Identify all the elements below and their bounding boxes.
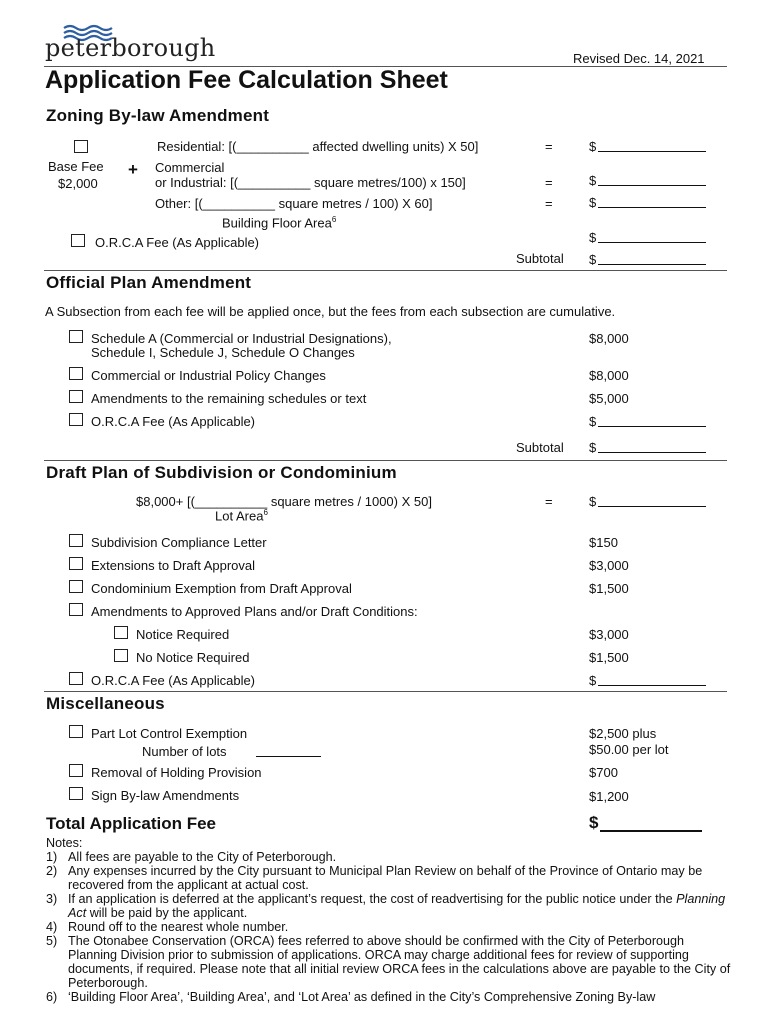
equals-sign: = bbox=[545, 175, 553, 190]
subdivision-item-fee: $150 bbox=[589, 535, 618, 550]
misc-heading: Miscellaneous bbox=[46, 694, 165, 713]
planning-act-title: Planning Act bbox=[68, 892, 726, 920]
opa-checkbox[interactable] bbox=[69, 367, 83, 380]
commercial-formula: or Industrial: [(__________ square metres/100) x 150] bbox=[155, 175, 466, 190]
section-divider bbox=[44, 460, 727, 461]
residential-formula: Residential: [(__________ affected dwelling units) X 50] bbox=[157, 139, 479, 154]
base-fee-label: Base Fee bbox=[48, 159, 104, 174]
total-label: Total Application Fee bbox=[46, 814, 217, 833]
building-floor-area-label bbox=[222, 215, 336, 230]
subdivision-item-fee: $3,000 bbox=[589, 558, 629, 573]
logo-text: peterborough bbox=[45, 34, 216, 62]
no-notice-required-checkbox[interactable] bbox=[114, 649, 128, 662]
subdivision-orca-blank[interactable] bbox=[598, 674, 706, 686]
note-text: will be paid by the applicant. bbox=[86, 906, 248, 920]
note-text: If an application is deferred at the applicant’s request, the cost of readvertising for the public notice under the bbox=[68, 892, 677, 906]
subdivision-formula: $8,000+ [(__________ square metres / 1000) X 50] bbox=[136, 494, 432, 509]
subdivision-checkbox[interactable] bbox=[69, 557, 83, 570]
zoning-heading: Zoning By-law Amendment bbox=[46, 106, 270, 125]
base-fee-amount: $2,000 bbox=[58, 176, 98, 191]
opa-item-label: Amendments to the remaining schedules or text bbox=[91, 391, 367, 406]
note-text: Any expenses incurred by the City pursuant to Municipal Plan Review on behalf of the Province of Ontario may be recovered from the applicant at actual cost. bbox=[68, 864, 703, 892]
opa-item-fee: $5,000 bbox=[589, 391, 629, 406]
lot-area-text: Lot Area bbox=[215, 508, 264, 524]
commercial-blank[interactable] bbox=[598, 174, 706, 186]
footnote-ref: 6 bbox=[331, 215, 337, 224]
building-floor-area-text: Building Floor Area bbox=[222, 215, 332, 231]
opa-item-label: Schedule A (Commercial or Industrial Designations), bbox=[91, 331, 392, 346]
subdivision-item-label: Notice Required bbox=[136, 627, 230, 642]
total-dollar-sign: $ bbox=[589, 813, 599, 832]
subdivision-checkbox[interactable] bbox=[69, 603, 83, 616]
subdivision-item-label: Condominium Exemption from Draft Approval bbox=[91, 581, 352, 596]
opa-item-fee: $8,000 bbox=[589, 368, 629, 383]
sign-bylaw-fee: $1,200 bbox=[589, 789, 629, 804]
opa-item-fee: $8,000 bbox=[589, 331, 629, 346]
note-item bbox=[46, 990, 736, 1004]
note-item bbox=[46, 864, 736, 892]
subdivision-heading: Draft Plan of Subdivision or Condominium bbox=[46, 463, 397, 482]
opa-item-fee: $ bbox=[589, 414, 597, 429]
sign-bylaw-checkbox[interactable] bbox=[69, 787, 83, 800]
other-formula: Other: [(__________ square metres / 100) X 60] bbox=[155, 196, 433, 211]
dollar-sign: $ bbox=[589, 440, 597, 455]
dollar-sign: $ bbox=[589, 252, 597, 267]
note-number: 2) bbox=[46, 864, 58, 878]
subdivision-item-label: Amendments to Approved Plans and/or Draft Conditions: bbox=[91, 604, 418, 619]
subtotal-label: Subtotal bbox=[516, 440, 564, 455]
subdivision-item-fee: $ bbox=[589, 673, 597, 688]
opa-intro: A Subsection from each fee will be applied once, but the fees from each subsection are cumulative. bbox=[45, 304, 616, 319]
opa-item-label: Commercial or Industrial Policy Changes bbox=[91, 368, 326, 383]
note-item bbox=[46, 892, 736, 920]
subdivision-item-fee: $3,000 bbox=[589, 627, 629, 642]
note-number: 6) bbox=[46, 990, 58, 1004]
opa-subtotal-blank[interactable] bbox=[598, 441, 706, 453]
part-lot-fee: $2,500 plus bbox=[589, 726, 657, 741]
note-number: 4) bbox=[46, 920, 58, 934]
notes bbox=[46, 836, 736, 1004]
dollar-sign: $ bbox=[589, 195, 597, 210]
subdivision-item-fee: $1,500 bbox=[589, 650, 629, 665]
notes-heading: Notes: bbox=[46, 836, 83, 850]
note-number: 1) bbox=[46, 850, 58, 864]
equals-sign: = bbox=[545, 139, 553, 154]
dollar-sign: $ bbox=[589, 139, 597, 154]
base-fee-checkbox[interactable] bbox=[74, 140, 88, 153]
subdivision-item-label: No Notice Required bbox=[136, 650, 250, 665]
dollar-sign: $ bbox=[589, 494, 597, 509]
holding-checkbox[interactable] bbox=[69, 764, 83, 777]
note-item bbox=[46, 850, 736, 864]
other-blank[interactable] bbox=[598, 196, 706, 208]
page-title: Application Fee Calculation Sheet bbox=[45, 66, 448, 94]
equals-sign: = bbox=[545, 494, 553, 509]
lot-area-label bbox=[215, 508, 268, 523]
orca-label: O.R.C.A Fee (As Applicable) bbox=[95, 235, 260, 250]
number-of-lots-blank[interactable] bbox=[256, 745, 321, 757]
subtotal-label: Subtotal bbox=[516, 251, 564, 266]
note-text: The Otonabee Conservation (ORCA) fees referred to above should be confirmed with the City of Peterborough Planning Division prior to submission of applications. ORCA may charge additional fees for review of supporting documents, if required. Please note that all initial review ORCA fees in the calculations above are payable to the City of Peterborough. bbox=[68, 934, 731, 990]
subdivision-checkbox[interactable] bbox=[69, 672, 83, 685]
orca-blank[interactable] bbox=[598, 231, 706, 243]
holding-label: Removal of Holding Provision bbox=[91, 765, 262, 780]
part-lot-checkbox[interactable] bbox=[69, 725, 83, 738]
sign-bylaw-label: Sign By-law Amendments bbox=[91, 788, 240, 803]
note-item bbox=[46, 934, 736, 990]
note-number: 3) bbox=[46, 892, 58, 906]
opa-checkbox[interactable] bbox=[69, 413, 83, 426]
note-number: 5) bbox=[46, 934, 58, 948]
opa-checkbox[interactable] bbox=[69, 390, 83, 403]
note-item bbox=[46, 920, 736, 934]
opa-checkbox[interactable] bbox=[69, 330, 83, 343]
subdivision-blank[interactable] bbox=[598, 495, 706, 507]
subdivision-item-fee: $1,500 bbox=[589, 581, 629, 596]
opa-heading: Official Plan Amendment bbox=[46, 273, 252, 292]
section-divider bbox=[44, 270, 727, 271]
residential-blank[interactable] bbox=[598, 140, 706, 152]
dollar-sign: $ bbox=[589, 230, 597, 245]
notice-required-checkbox[interactable] bbox=[114, 626, 128, 639]
part-lot-fee-per-lot: $50.00 per lot bbox=[589, 742, 669, 757]
subdivision-item-label: O.R.C.A Fee (As Applicable) bbox=[91, 673, 256, 688]
part-lot-label: Part Lot Control Exemption bbox=[91, 726, 248, 741]
plus-sign: + bbox=[128, 160, 138, 179]
subdivision-item-label: Extensions to Draft Approval bbox=[91, 558, 256, 573]
orca-checkbox[interactable] bbox=[71, 234, 85, 247]
revised-date: Revised Dec. 14, 2021 bbox=[573, 51, 705, 66]
footnote-ref: 6 bbox=[263, 508, 268, 517]
section-divider bbox=[44, 691, 727, 692]
equals-sign: = bbox=[545, 196, 553, 211]
note-text: ‘Building Floor Area’, ‘Building Area’, and ‘Lot Area’ as defined in the City’s Comprehensive Zoning By-law bbox=[68, 990, 656, 1004]
total-blank[interactable] bbox=[600, 816, 702, 832]
subdivision-checkbox[interactable] bbox=[69, 534, 83, 547]
opa-item-label: O.R.C.A Fee (As Applicable) bbox=[91, 414, 256, 429]
note-text: Round off to the nearest whole number. bbox=[68, 920, 289, 934]
commercial-label: Commercial bbox=[155, 160, 225, 175]
note-text: All fees are payable to the City of Peterborough. bbox=[68, 850, 337, 864]
dollar-sign: $ bbox=[589, 173, 597, 188]
subdivision-checkbox[interactable] bbox=[69, 580, 83, 593]
holding-fee: $700 bbox=[589, 765, 618, 780]
opa-orca-blank[interactable] bbox=[598, 415, 706, 427]
opa-item-label-2: Schedule I, Schedule J, Schedule O Changes bbox=[91, 345, 355, 360]
zoning-subtotal-blank[interactable] bbox=[598, 253, 706, 265]
subdivision-item-label: Subdivision Compliance Letter bbox=[91, 535, 267, 550]
number-of-lots-label: Number of lots bbox=[142, 744, 227, 759]
